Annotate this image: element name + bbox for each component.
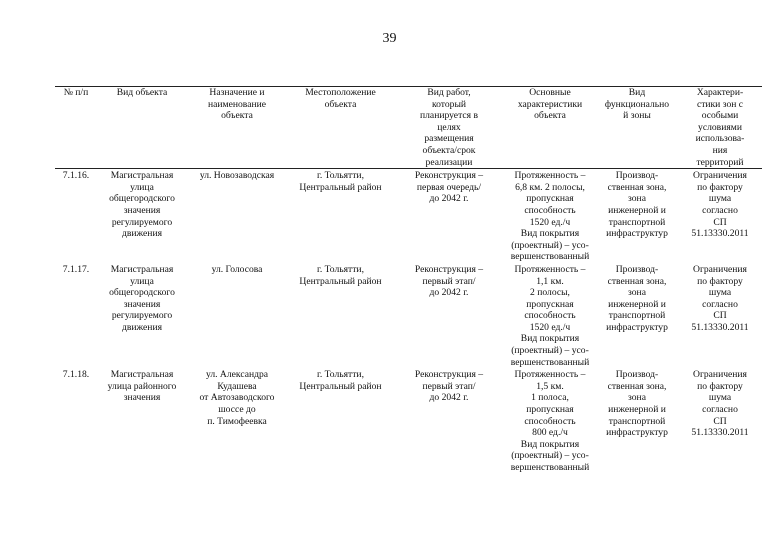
table-header-row	[55, 87, 762, 169]
cell-purpose: ул. Александра Кудашева от Автозаводского шоссе до п. Тимофеевка	[199, 369, 275, 427]
cell-location: г. Тольятти, Центральный район	[299, 369, 382, 392]
cell-zone-type: Производ- ственная зона, зона инженерной и транспортной инфраструктур	[606, 263, 668, 333]
cell-purpose: ул. Новозаводская	[199, 170, 275, 182]
header-object-type: Вид объекта	[116, 87, 168, 98]
header-zone-type: Вид функционально й зоны	[604, 87, 670, 122]
cell-object-type: Магистральная улица общегородского значения регулируемого движения	[109, 263, 175, 333]
cell-object-type: Магистральная улица районного значения	[107, 369, 177, 404]
cell-zone-features: Ограничения по фактору шума согласно СП 51.13330.2011	[691, 369, 749, 439]
table-row	[55, 368, 762, 479]
cell-work-type: Реконструкция – первый этап/ до 2042 г.	[414, 263, 484, 299]
header-zone-features: Характери- стики зон с особыми условиями использова- ния территорий	[695, 87, 745, 168]
header-num: № п/п	[63, 87, 89, 98]
objects-table	[55, 86, 762, 479]
cell-object-type: Магистральная улица общегородского значения регулируемого движения	[109, 170, 175, 240]
header-location: Местоположение объекта	[305, 87, 376, 110]
cell-work-type: Реконструкция – первый этап/ до 2042 г.	[414, 369, 484, 404]
cell-num: 7.1.17.	[62, 263, 90, 275]
cell-zone-type: Производ- ственная зона, зона инженерной и транспортной инфраструктур	[606, 369, 668, 439]
table-row	[55, 169, 762, 263]
cell-num: 7.1.18.	[62, 369, 90, 381]
cell-location: г. Тольятти, Центральный район	[299, 263, 382, 287]
header-purpose: Назначение и наименование объекта	[208, 87, 266, 122]
cell-purpose: ул. Голосова	[211, 263, 263, 275]
header-work-type: Вид работ, который планируется в целях размещения объекта/срок реализации	[420, 87, 478, 168]
cell-num: 7.1.16.	[62, 170, 90, 182]
cell-characteristics: Протяженность – 6,8 км. 2 полосы, пропускная способность 1520 ед./ч Вид покрытия (проектный) – усо- вершенствованный	[510, 170, 590, 263]
cell-characteristics: Протяженность – 1,1 км. 2 полосы, пропускная способность 1520 ед./ч Вид покрытия (проектный) – усо- вершенствованный	[510, 263, 590, 368]
cell-zone-type: Производ- ственная зона, зона инженерной и транспортной инфраструктур	[606, 170, 668, 240]
header-characteristics: Основные характеристики объекта	[517, 87, 583, 122]
cell-work-type: Реконструкция – первая очередь/ до 2042 г.	[414, 170, 484, 205]
table-row	[55, 263, 762, 368]
cell-location: г. Тольятти, Центральный район	[299, 170, 382, 193]
cell-zone-features: Ограничения по фактору шума согласно СП 51.13330.2011	[691, 170, 749, 240]
page-number: 39	[382, 31, 397, 46]
cell-characteristics: Протяженность – 1,5 км. 1 полоса, пропускная способность 800 ед./ч Вид покрытия (проектный) – усо- вершенствованный	[510, 369, 590, 473]
cell-zone-features: Ограничения по фактору шума согласно СП 51.13330.2011	[691, 263, 749, 333]
